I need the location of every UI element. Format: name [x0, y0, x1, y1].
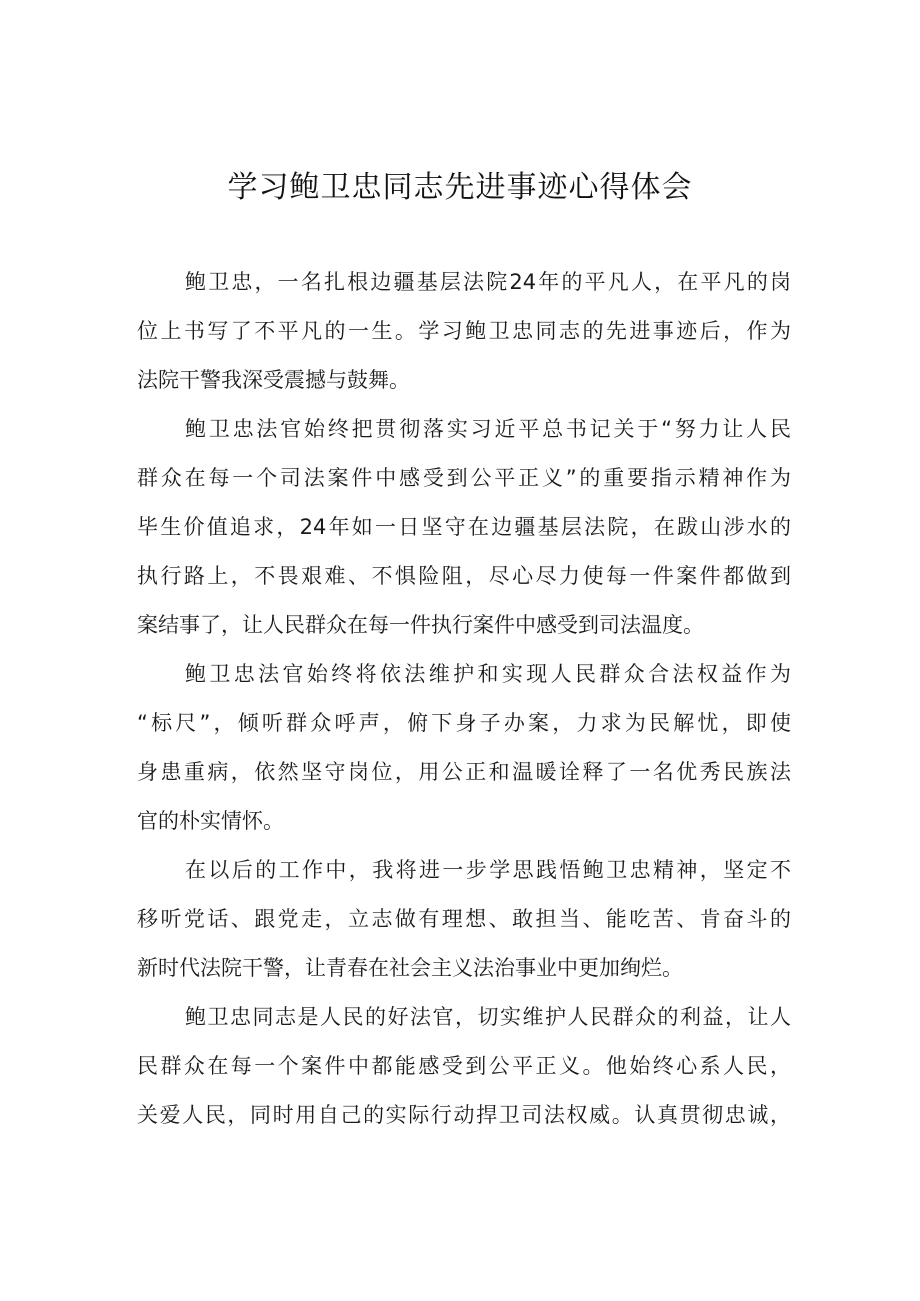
paragraph-5-line-2: 民群众在每一个案件中都能感受到公平正义。他始终心系人民， — [137, 1054, 791, 1078]
document-title: 学习鲍卫忠同志先进事迹心得体会 — [227, 170, 693, 205]
paragraph-2-line-1: 鲍卫忠法官始终把贯彻落实习近平总书记关于“努力让人民 — [185, 417, 791, 441]
paragraph-4-line-2: 移听党话、跟党走，立志做有理想、敢担当、能吃苦、肯奋斗的 — [137, 907, 791, 931]
paragraph-2-line-3: 毕生价值追求，24年如一日坚守在边疆基层法院，在跋山涉水的 — [137, 515, 791, 539]
paragraph-2-line-2: 群众在每一个司法案件中感受到公平正义”的重要指示精神作为 — [137, 466, 791, 490]
paragraph-3-line-2: “标尺”，倾听群众呼声，俯下身子办案，力求为民解忧，即使 — [137, 711, 791, 735]
paragraph-1-line-1: 鲍卫忠，一名扎根边疆基层法院24年的平凡人，在平凡的岗 — [185, 270, 791, 294]
paragraph-4-line-1: 在以后的工作中，我将进一步学思践悟鲍卫忠精神，坚定不 — [185, 858, 791, 882]
paragraph-3-line-1: 鲍卫忠法官始终将依法维护和实现人民群众合法权益作为 — [185, 662, 791, 686]
paragraph-5-line-3: 关爱人民，同时用自己的实际行动捍卫司法权威。认真贯彻忠诚， — [137, 1103, 791, 1127]
paragraph-4-line-3: 新时代法院干警，让青春在社会主义法治事业中更加绚烂。 — [137, 956, 683, 980]
paragraph-2-line-4: 执行路上，不畏艰难、不惧险阻，尽心尽力使每一件案件都做到 — [137, 564, 791, 588]
paragraph-1-line-3: 法院干警我深受震撼与鼓舞。 — [137, 368, 410, 392]
paragraph-5-line-1: 鲍卫忠同志是人民的好法官，切实维护人民群众的利益，让人 — [185, 1005, 791, 1029]
paragraph-1-line-2: 位上书写了不平凡的一生。学习鲍卫忠同志的先进事迹后，作为 — [137, 319, 791, 343]
paragraph-3-line-4: 官的朴实情怀。 — [137, 809, 284, 833]
paragraph-2-line-5: 案结事了，让人民群众在每一件执行案件中感受到司法温度。 — [137, 613, 704, 637]
paragraph-3-line-3: 身患重病，依然坚守岗位，用公正和温暖诠释了一名优秀民族法 — [137, 760, 791, 784]
